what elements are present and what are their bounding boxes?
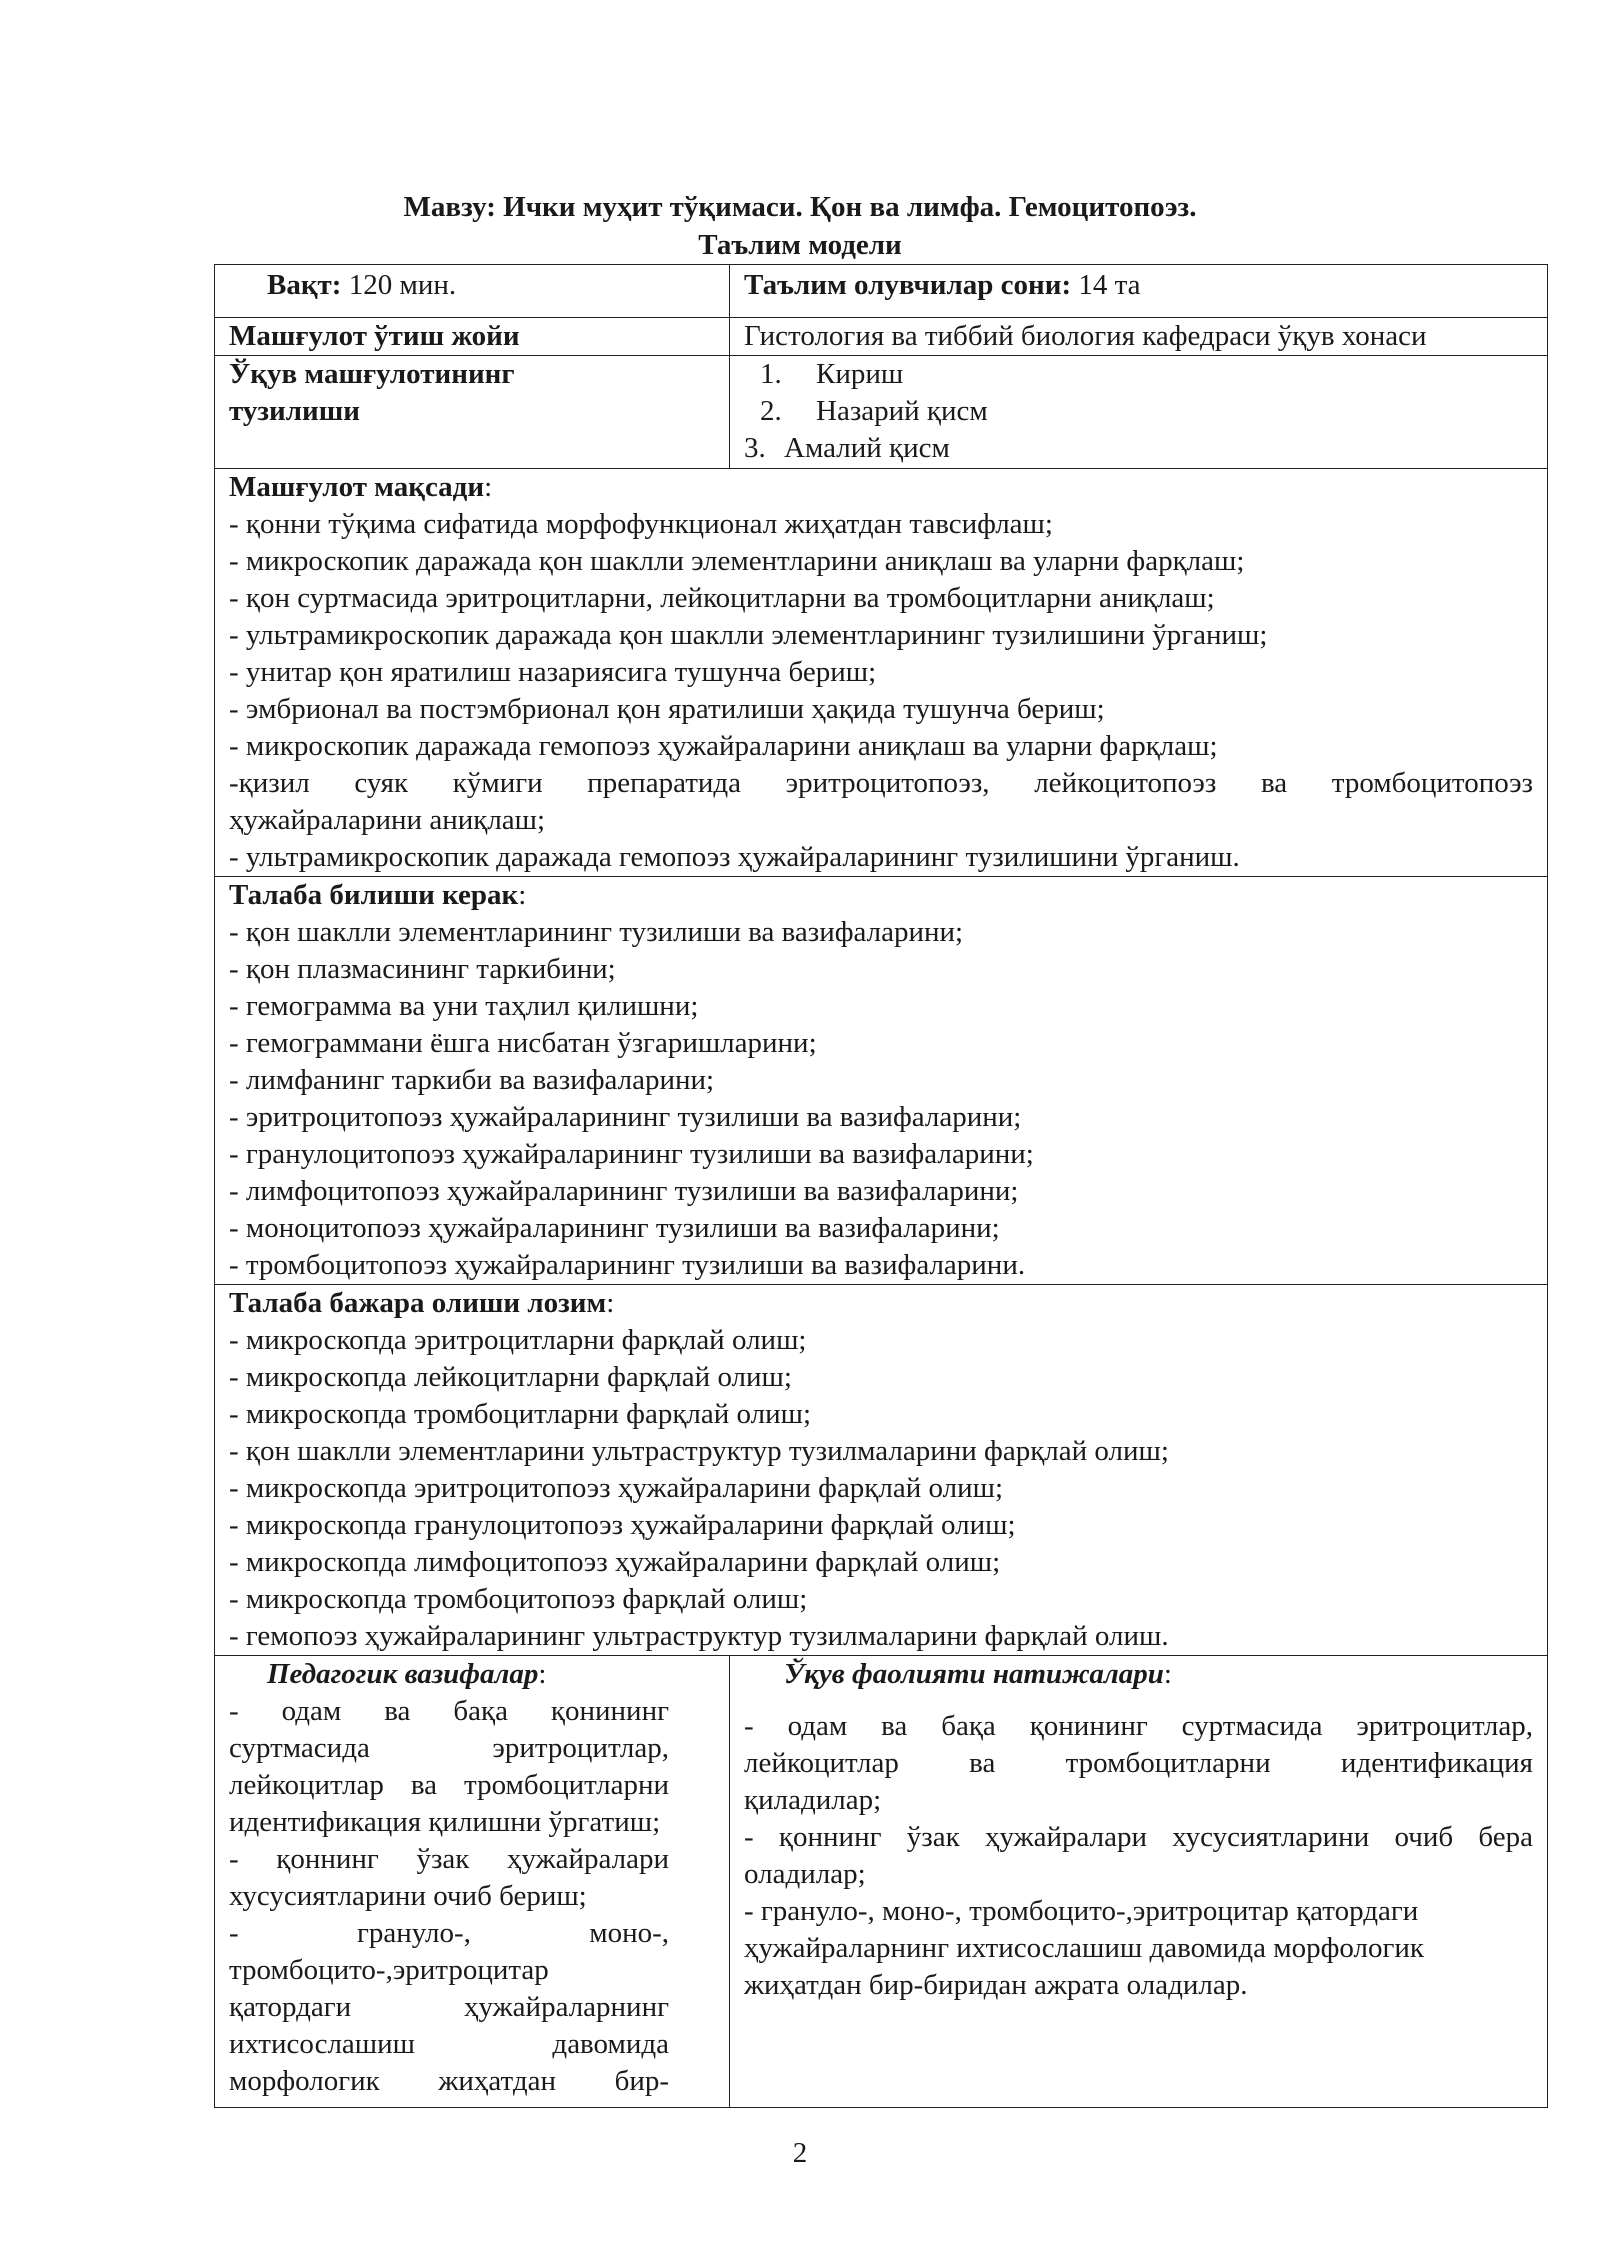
know-line-3: - гемограмма ва уни таҳлил қилишни; <box>229 990 699 1022</box>
time-value: 120 мин. <box>348 269 457 301</box>
time-cell <box>215 265 730 318</box>
structure-label-line-1: Ўқув машғулотининг <box>229 358 515 390</box>
place-label: Машғулот ўтиш жойи <box>215 318 730 356</box>
document-title: Мавзу: Ички муҳит тўқимаси. Қон ва лимфа. Гемоцитопоэз. <box>403 191 1197 223</box>
pedagogic-line-9: қатордаги ҳужайраларнинг <box>229 1991 669 2023</box>
document-subtitle: Таълим модели <box>698 229 902 261</box>
know-cell <box>215 877 1548 1285</box>
goals-heading: Машғулот мақсади: <box>229 471 493 503</box>
pedagogic-line-2: суртмасида эритроцитлар, <box>229 1732 669 1764</box>
pedagogic-line-1: - одам ва бақа қонининг <box>229 1695 669 1727</box>
results-heading: Ўқув фаолияти натижалари: <box>784 1658 1172 1690</box>
pedagogic-line-11: морфологик жиҳатдан бир- <box>229 2065 669 2097</box>
know-line-8: - лимфоцитопоэз ҳужайраларининг тузилиши ва вазифаларини; <box>229 1175 1019 1207</box>
pedagogic-line-4: идентификация қилишни ўргатиш; <box>229 1806 661 1838</box>
education-model-table <box>214 264 1548 2108</box>
able-line-8: - микроскопда тромбоцитопоэз фарқлай олиш; <box>229 1583 808 1615</box>
pedagogic-line-3: лейкоцитлар ва тромбоцитларни <box>229 1769 669 1801</box>
results-line-1: - одам ва бақа қонининг суртмасида эритроцитлар, <box>744 1710 1533 1742</box>
time-label: Вақт: <box>267 269 342 301</box>
results-line-7: ҳужайраларнинг ихтисослашиш давомида морфологик <box>744 1932 1424 1964</box>
page-number: 2 <box>792 2137 808 2169</box>
know-line-9: - моноцитопоэз ҳужайраларининг тузилиши ва вазифаларини; <box>229 1212 1000 1244</box>
able-line-3: - микроскопда тромбоцитларни фарқлай олиш; <box>229 1398 812 1430</box>
place-value: Гистология ва тиббий биология кафедраси ўқув хонаси <box>730 318 1548 356</box>
know-line-10: - тромбоцитопоэз ҳужайраларининг тузилиши ва вазифаларини. <box>229 1249 1026 1281</box>
structure-list-cell <box>730 356 1548 469</box>
structure-label <box>215 356 730 469</box>
goals-line-10: - ультрамикроскопик даражада гемопоэз ҳужайраларининг тузилишини ўрганиш. <box>229 841 1240 873</box>
able-line-6: - микроскопда гранулоцитопоэз ҳужайраларини фарқлай олиш; <box>229 1509 1016 1541</box>
pedagogic-line-8: тромбоцито-,эритроцитар <box>229 1954 549 1986</box>
goals-line-6: - эмбрионал ва постэмбрионал қон яратилиши ҳақида тушунча бериш; <box>229 693 1105 725</box>
results-line-8: жиҳатдан бир-биридан ажрата оладилар. <box>744 1969 1248 2001</box>
goals-cell <box>215 469 1548 877</box>
able-line-4: - қон шаклли элементларини ультраструктур тузилмаларини фарқлай олиш; <box>229 1435 1169 1467</box>
row-know <box>215 877 1548 1285</box>
goals-line-1: - қонни тўқима сифатида морфофункционал жиҳатдан тавсифлаш; <box>229 508 1053 540</box>
structure-list <box>744 356 1533 467</box>
able-line-5: - микроскопда эритроцитопоэз ҳужайраларини фарқлай олиш; <box>229 1472 1004 1504</box>
know-line-6: - эритроцитопоэз ҳужайраларининг тузилиши ва вазифаларини; <box>229 1101 1022 1133</box>
row-able <box>215 1285 1548 1656</box>
able-line-1: - микроскопда эритроцитларни фарқлай олиш; <box>229 1324 807 1356</box>
able-cell <box>215 1285 1548 1656</box>
results-line-3: қиладилар; <box>744 1784 882 1816</box>
structure-item-2: 2. Назарий қисм <box>760 395 988 427</box>
goals-line-2: - микроскопик даражада қон шаклли элементларини аниқлаш ва уларни фарқлаш; <box>229 545 1245 577</box>
able-line-2: - микроскопда лейкоцитларни фарқлай олиш; <box>229 1361 792 1393</box>
pedagogic-line-6: хусусиятларини очиб бериш; <box>229 1880 587 1912</box>
row-goals <box>215 469 1548 877</box>
know-line-7: - гранулоцитопоэз ҳужайраларининг тузилиши ва вазифаларини; <box>229 1138 1034 1170</box>
know-heading: Талаба билиши керак: <box>229 879 527 911</box>
know-line-2: - қон плазмасининг таркибини; <box>229 953 616 985</box>
structure-item-3: 3. Амалий қисм <box>744 432 950 464</box>
able-heading: Талаба бажара олиши лозим: <box>229 1287 615 1319</box>
students-label: Таълим олувчилар сони: <box>744 269 1072 301</box>
know-line-1: - қон шаклли элементларининг тузилиши ва вазифаларини; <box>229 916 964 948</box>
know-line-5: - лимфанинг таркиби ва вазифаларини; <box>229 1064 715 1096</box>
row-tasks-results <box>215 1656 1548 2108</box>
know-line-4: - гемограммани ёшга нисбатан ўзгаришларини; <box>229 1027 817 1059</box>
results-cell <box>730 1656 1548 2108</box>
results-line-6: - грануло-, моно-, тромбоцито-,эритроцитар қатордаги <box>744 1895 1419 1927</box>
pedagogic-line-7: - грануло-, моно-, <box>229 1917 669 1949</box>
goals-line-4: - ультрамикроскопик даражада қон шаклли элементларининг тузилишини ўрганиш; <box>229 619 1268 651</box>
row-structure <box>215 356 1548 469</box>
pedagogic-heading: Педагогик вазифалар: <box>267 1658 547 1690</box>
pedagogic-cell <box>215 1656 730 2108</box>
goals-line-8: -қизил суяк кўмиги препаратида эритроцитопоэз, лейкоцитопоэз ва тромбоцитопоэз <box>229 767 1533 799</box>
structure-label-line-2: тузилиши <box>229 395 360 427</box>
row-time-students <box>215 265 1548 318</box>
results-line-5: оладилар; <box>744 1858 866 1890</box>
structure-item-1: 1. Кириш <box>760 358 904 390</box>
students-value: 14 та <box>1078 269 1141 301</box>
results-line-2: лейкоцитлар ва тромбоцитларни идентификация <box>744 1747 1533 1779</box>
goals-line-5: - унитар қон яратилиш назариясига тушунча бериш; <box>229 656 877 688</box>
pedagogic-line-10: ихтисослашиш давомида <box>229 2028 669 2060</box>
goals-line-7: - микроскопик даражада гемопоэз ҳужайраларини аниқлаш ва уларни фарқлаш; <box>229 730 1218 762</box>
row-place <box>215 318 1548 356</box>
results-line-4: - қоннинг ўзак ҳужайралари хусусиятларини очиб бера <box>744 1821 1533 1853</box>
goals-line-3: - қон суртмасида эритроцитларни, лейкоцитларни ва тромбоцитларни аниқлаш; <box>229 582 1215 614</box>
able-line-7: - микроскопда лимфоцитопоэз ҳужайраларини фарқлай олиш; <box>229 1546 1001 1578</box>
goals-line-9: ҳужайраларини аниқлаш; <box>229 804 546 836</box>
able-line-9: - гемопоэз ҳужайраларининг ультраструктур тузилмаларини фарқлай олиш. <box>229 1620 1169 1652</box>
students-cell <box>730 265 1548 318</box>
pedagogic-line-5: - қоннинг ўзак ҳужайралари <box>229 1843 669 1875</box>
